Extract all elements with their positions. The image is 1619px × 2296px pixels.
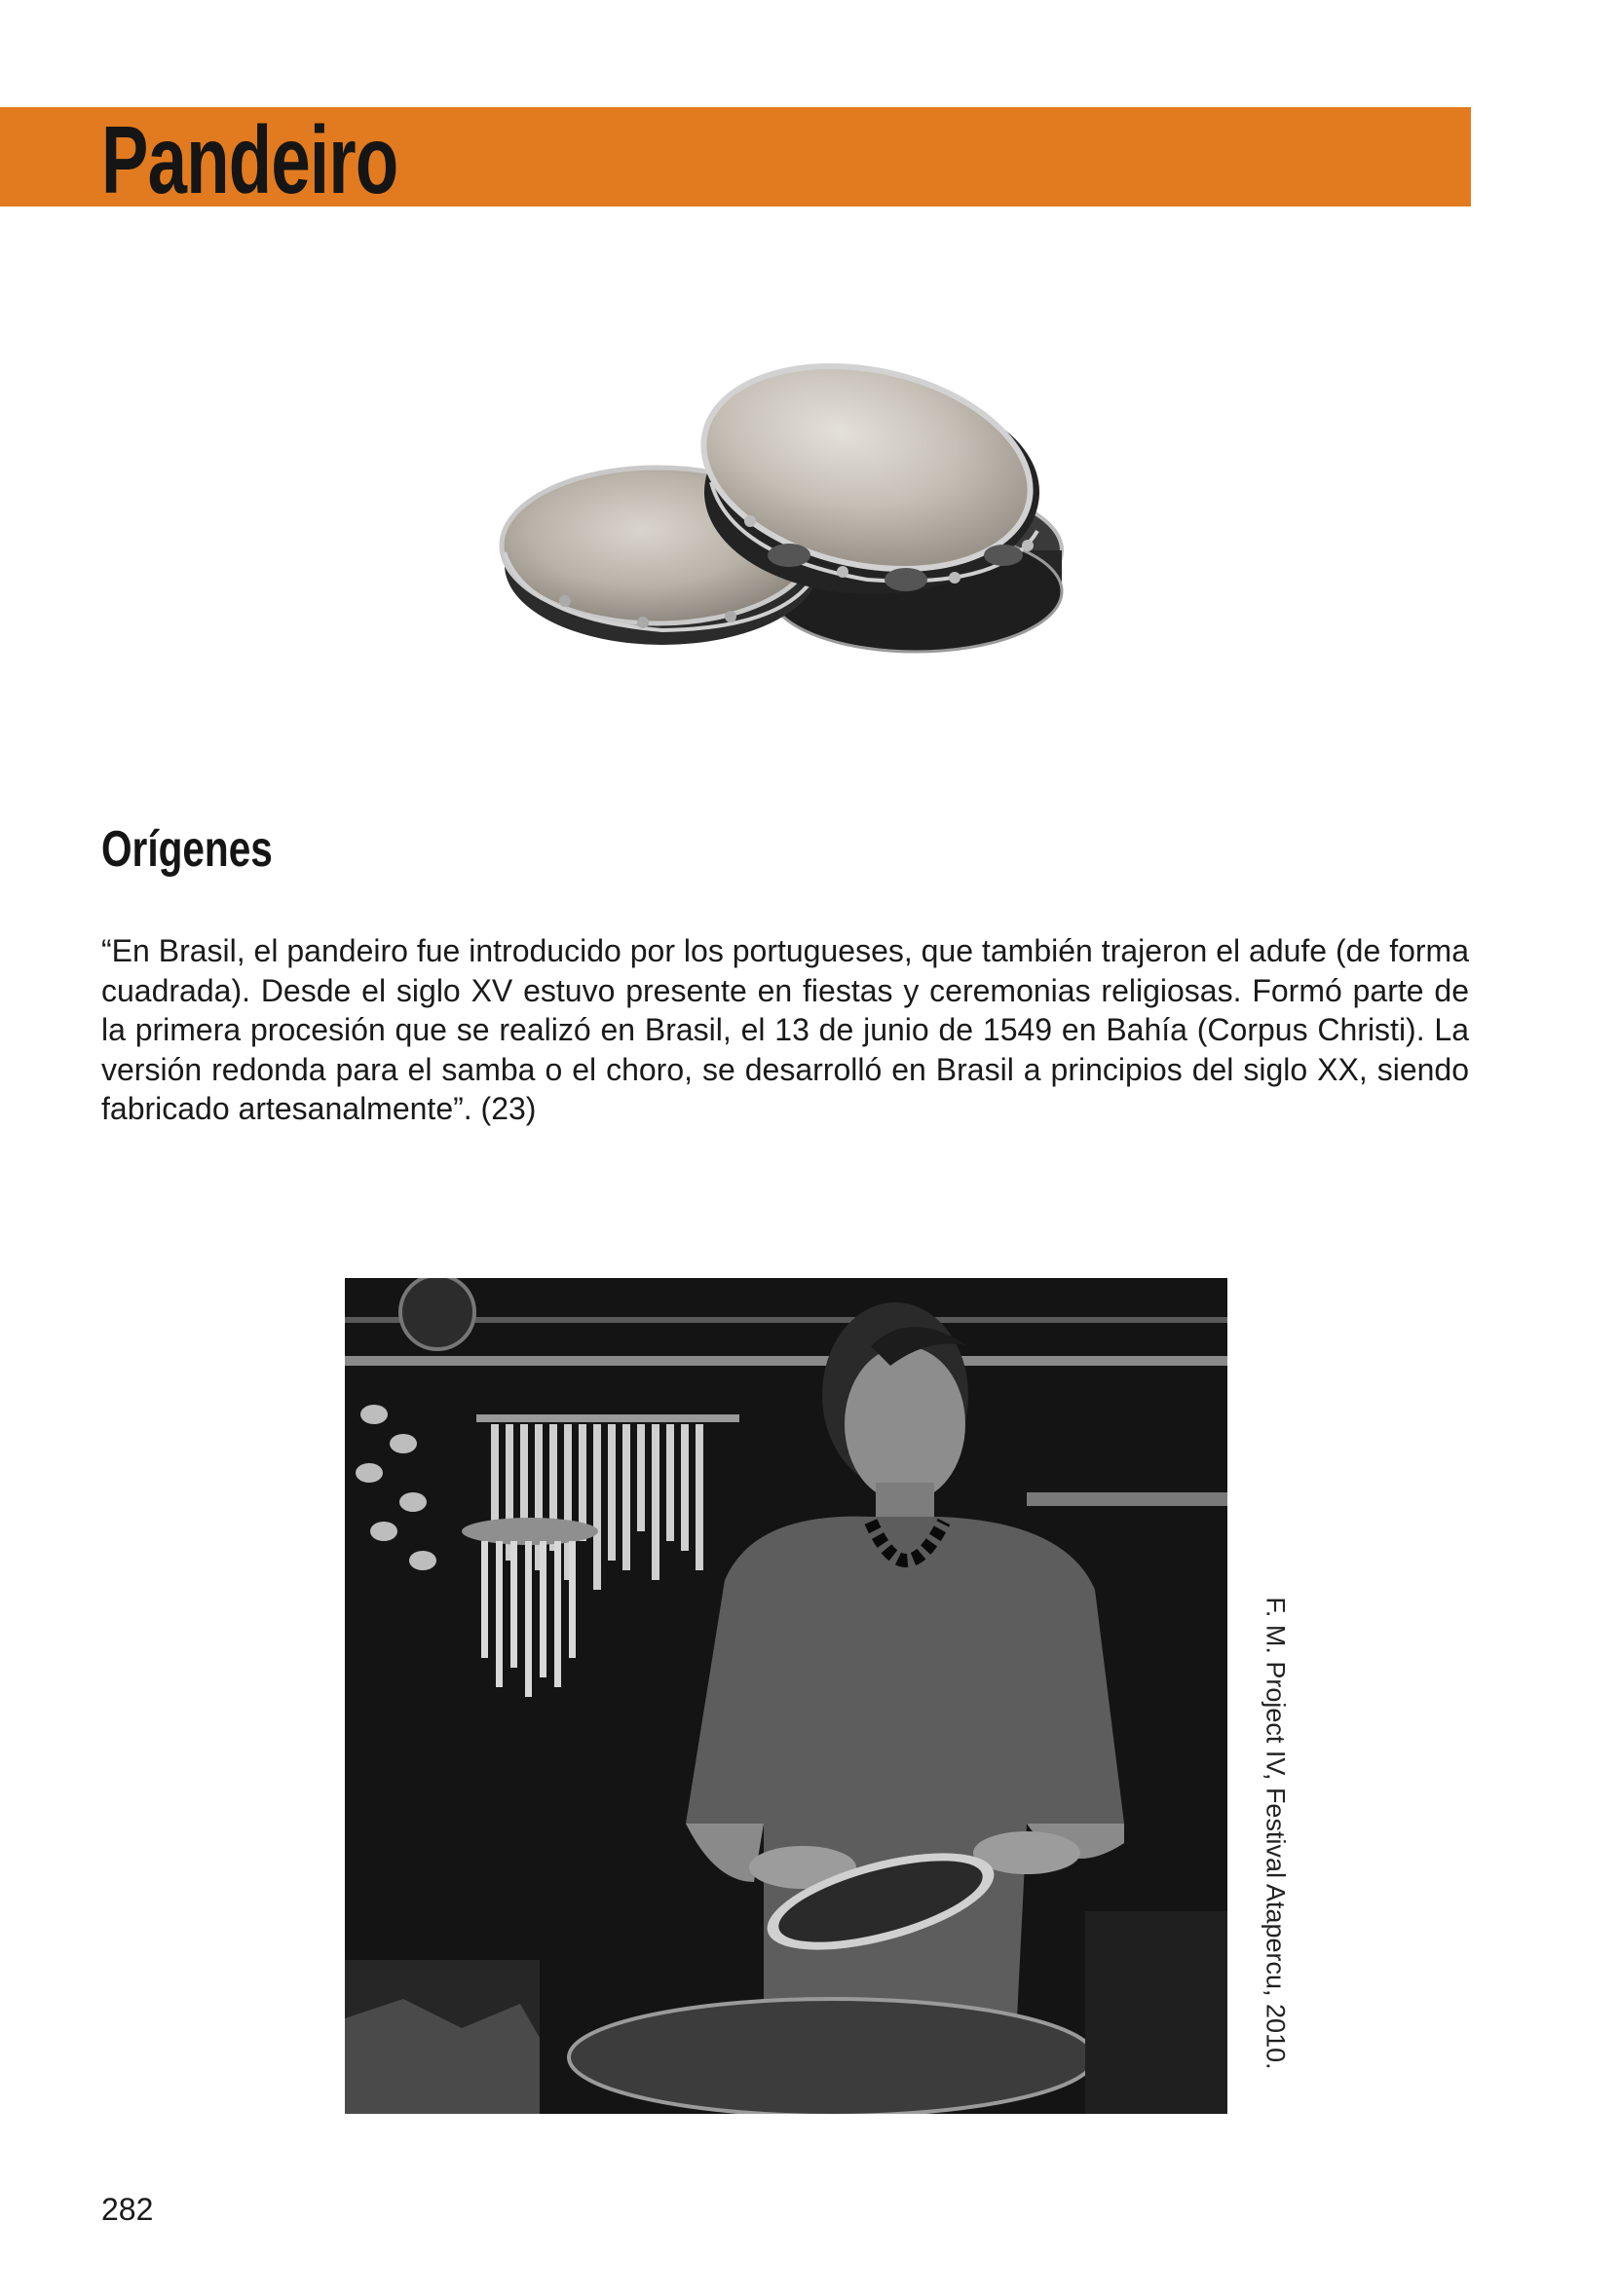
page-title: Pandeiro	[101, 106, 398, 213]
musician-playing-pandeiro-photo	[345, 1278, 1227, 2114]
section-paragraph: “En Brasil, el pandeiro fue introducido por los portugueses, que también trajeron el adufe (de forma cuadrada). Desde el siglo XV estuvo presente en fiestas y ceremonias religiosas. Formó parte de la primera procesión que se realizó en Brasil, el 13 de junio de 1549 en Bahía (Corpus Christi). La versión redonda para el samba o el choro, se desarrolló en Brasil a principios del siglo XX, siendo fabricado artesanalmente”. (23)	[101, 933, 1469, 1126]
photo-caption-container	[1231, 1597, 1319, 2070]
title-bar	[0, 106, 1471, 213]
pandeiro-drums-photo	[497, 346, 1072, 696]
photo-caption: F. M. Project IV, Festival Atapercu, 2010.	[1261, 1597, 1291, 2070]
section-heading: Orígenes	[101, 821, 273, 878]
page-number: 282	[101, 2192, 154, 2227]
